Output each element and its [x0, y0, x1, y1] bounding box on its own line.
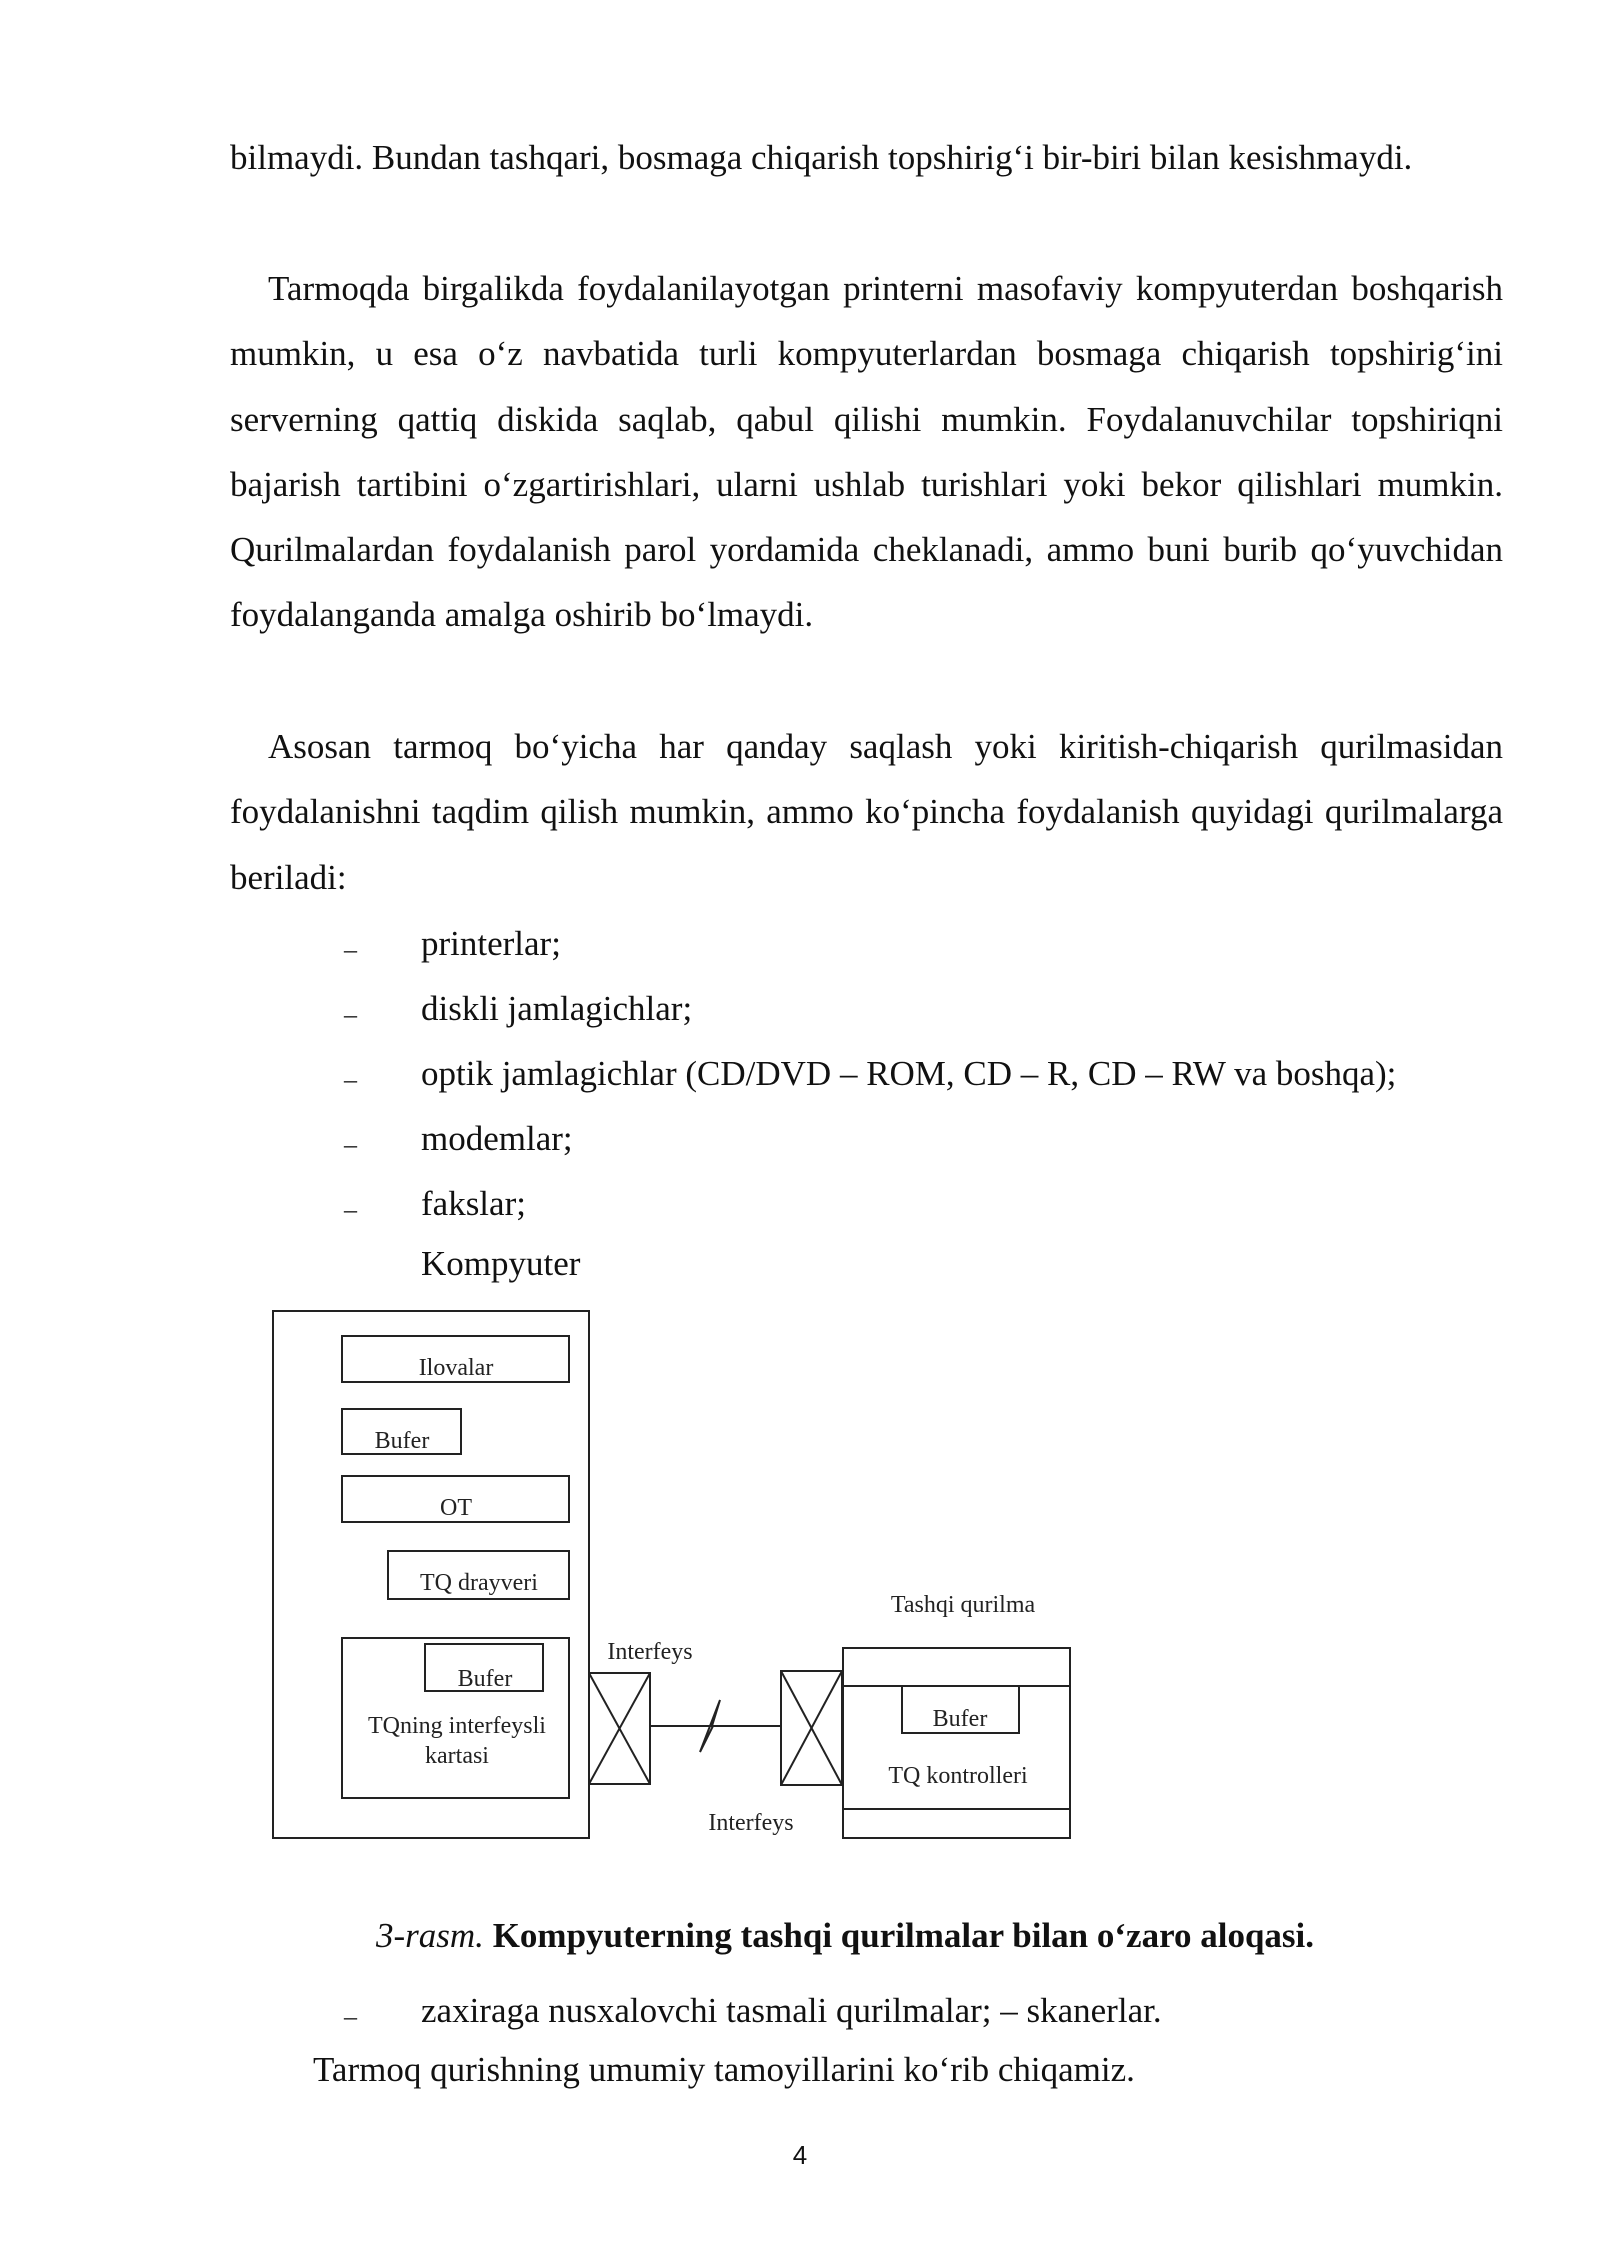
- apps-label: Ilovalar: [418, 1355, 494, 1381]
- interface-card-label-line1: TQning interfeysli: [368, 1713, 546, 1739]
- dash-marker: –: [344, 1000, 357, 1029]
- external-buffer-label: Bufer: [932, 1706, 988, 1732]
- list-item-text: modemlar;: [421, 1119, 573, 1158]
- diagram-heading: Kompyuter: [421, 1244, 581, 1283]
- dash-marker: –: [344, 1195, 357, 1224]
- interface-card-label-line2: kartasi: [425, 1743, 489, 1769]
- figure-caption: [376, 1916, 1314, 1956]
- closing-sentence: Tarmoq qurishning umumiy tamoyillarini ko‘rib chiqamiz.: [313, 2050, 1135, 2089]
- os-label: OT: [440, 1495, 472, 1521]
- driver-label: TQ drayveri: [420, 1570, 538, 1596]
- page-number: 4: [792, 2140, 808, 2170]
- dash-marker: –: [344, 935, 357, 964]
- list-item-text: fakslar;: [421, 1184, 526, 1223]
- dash-marker: –: [344, 2002, 357, 2031]
- paragraph-1: bilmaydi. Bundan tashqari, bosmaga chiqarish topshirig‘i bir-biri bilan kesishmaydi.: [230, 138, 1413, 177]
- controller-label: TQ kontrolleri: [888, 1763, 1028, 1789]
- paragraph-3: Asosan tarmoq bo‘yicha har qanday saqlash yoki kiritish-chiqarish qurilmasidan foydalanishni taqdim qilish mumkin, ammo ko‘pincha foydalanish quyidagi qurilmalarga beriladi:: [230, 727, 1503, 897]
- list-item-text: diskli jamlagichlar;: [421, 989, 693, 1028]
- buffer-label: Bufer: [374, 1428, 430, 1454]
- dash-marker: –: [344, 1130, 357, 1159]
- interface-label-top: Interfeys: [607, 1639, 693, 1665]
- external-device-title: Tashqi qurilma: [890, 1592, 1036, 1618]
- interface-cable: [650, 1700, 781, 1752]
- figure-title: Kompyuterning tashqi qurilmalar bilan o‘zaro aloqasi.: [492, 1916, 1315, 1955]
- list-item-text: optik jamlagichlar (CD/DVD – ROM, CD – R, CD – RW va boshqa);: [421, 1054, 1397, 1093]
- list-item-text: printerlar;: [421, 924, 561, 963]
- figure-number: 3-rasm.: [376, 1916, 484, 1955]
- interface-label-bottom: Interfeys: [708, 1810, 794, 1836]
- dash-marker: –: [344, 1065, 357, 1094]
- list-item-text: zaxiraga nusxalovchi tasmali qurilmalar; – skanerlar.: [421, 1991, 1162, 2030]
- paragraph-2: Tarmoqda birgalikda foydalanilayotgan printerni masofaviy kompyuterdan boshqarish mumkin, u esa o‘z navbatida turli kompyuterlardan bosmaga chiqarish topshirig‘ini serverning qattiq diskida saqlab, qabul qilishi mumkin. Foydalanuvchilar topshiriqni bajarish tartibini o‘zgartirishlari, ularni ushlab turishlari yoki bekor qilishlari mumkin. Qurilmalardan foydalanish parol yordamida cheklanadi, ammo buni burib qo‘yuvchidan foydalanganda amalga oshirib bo‘lmaydi.: [230, 269, 1503, 635]
- card-buffer-label: Bufer: [457, 1666, 513, 1692]
